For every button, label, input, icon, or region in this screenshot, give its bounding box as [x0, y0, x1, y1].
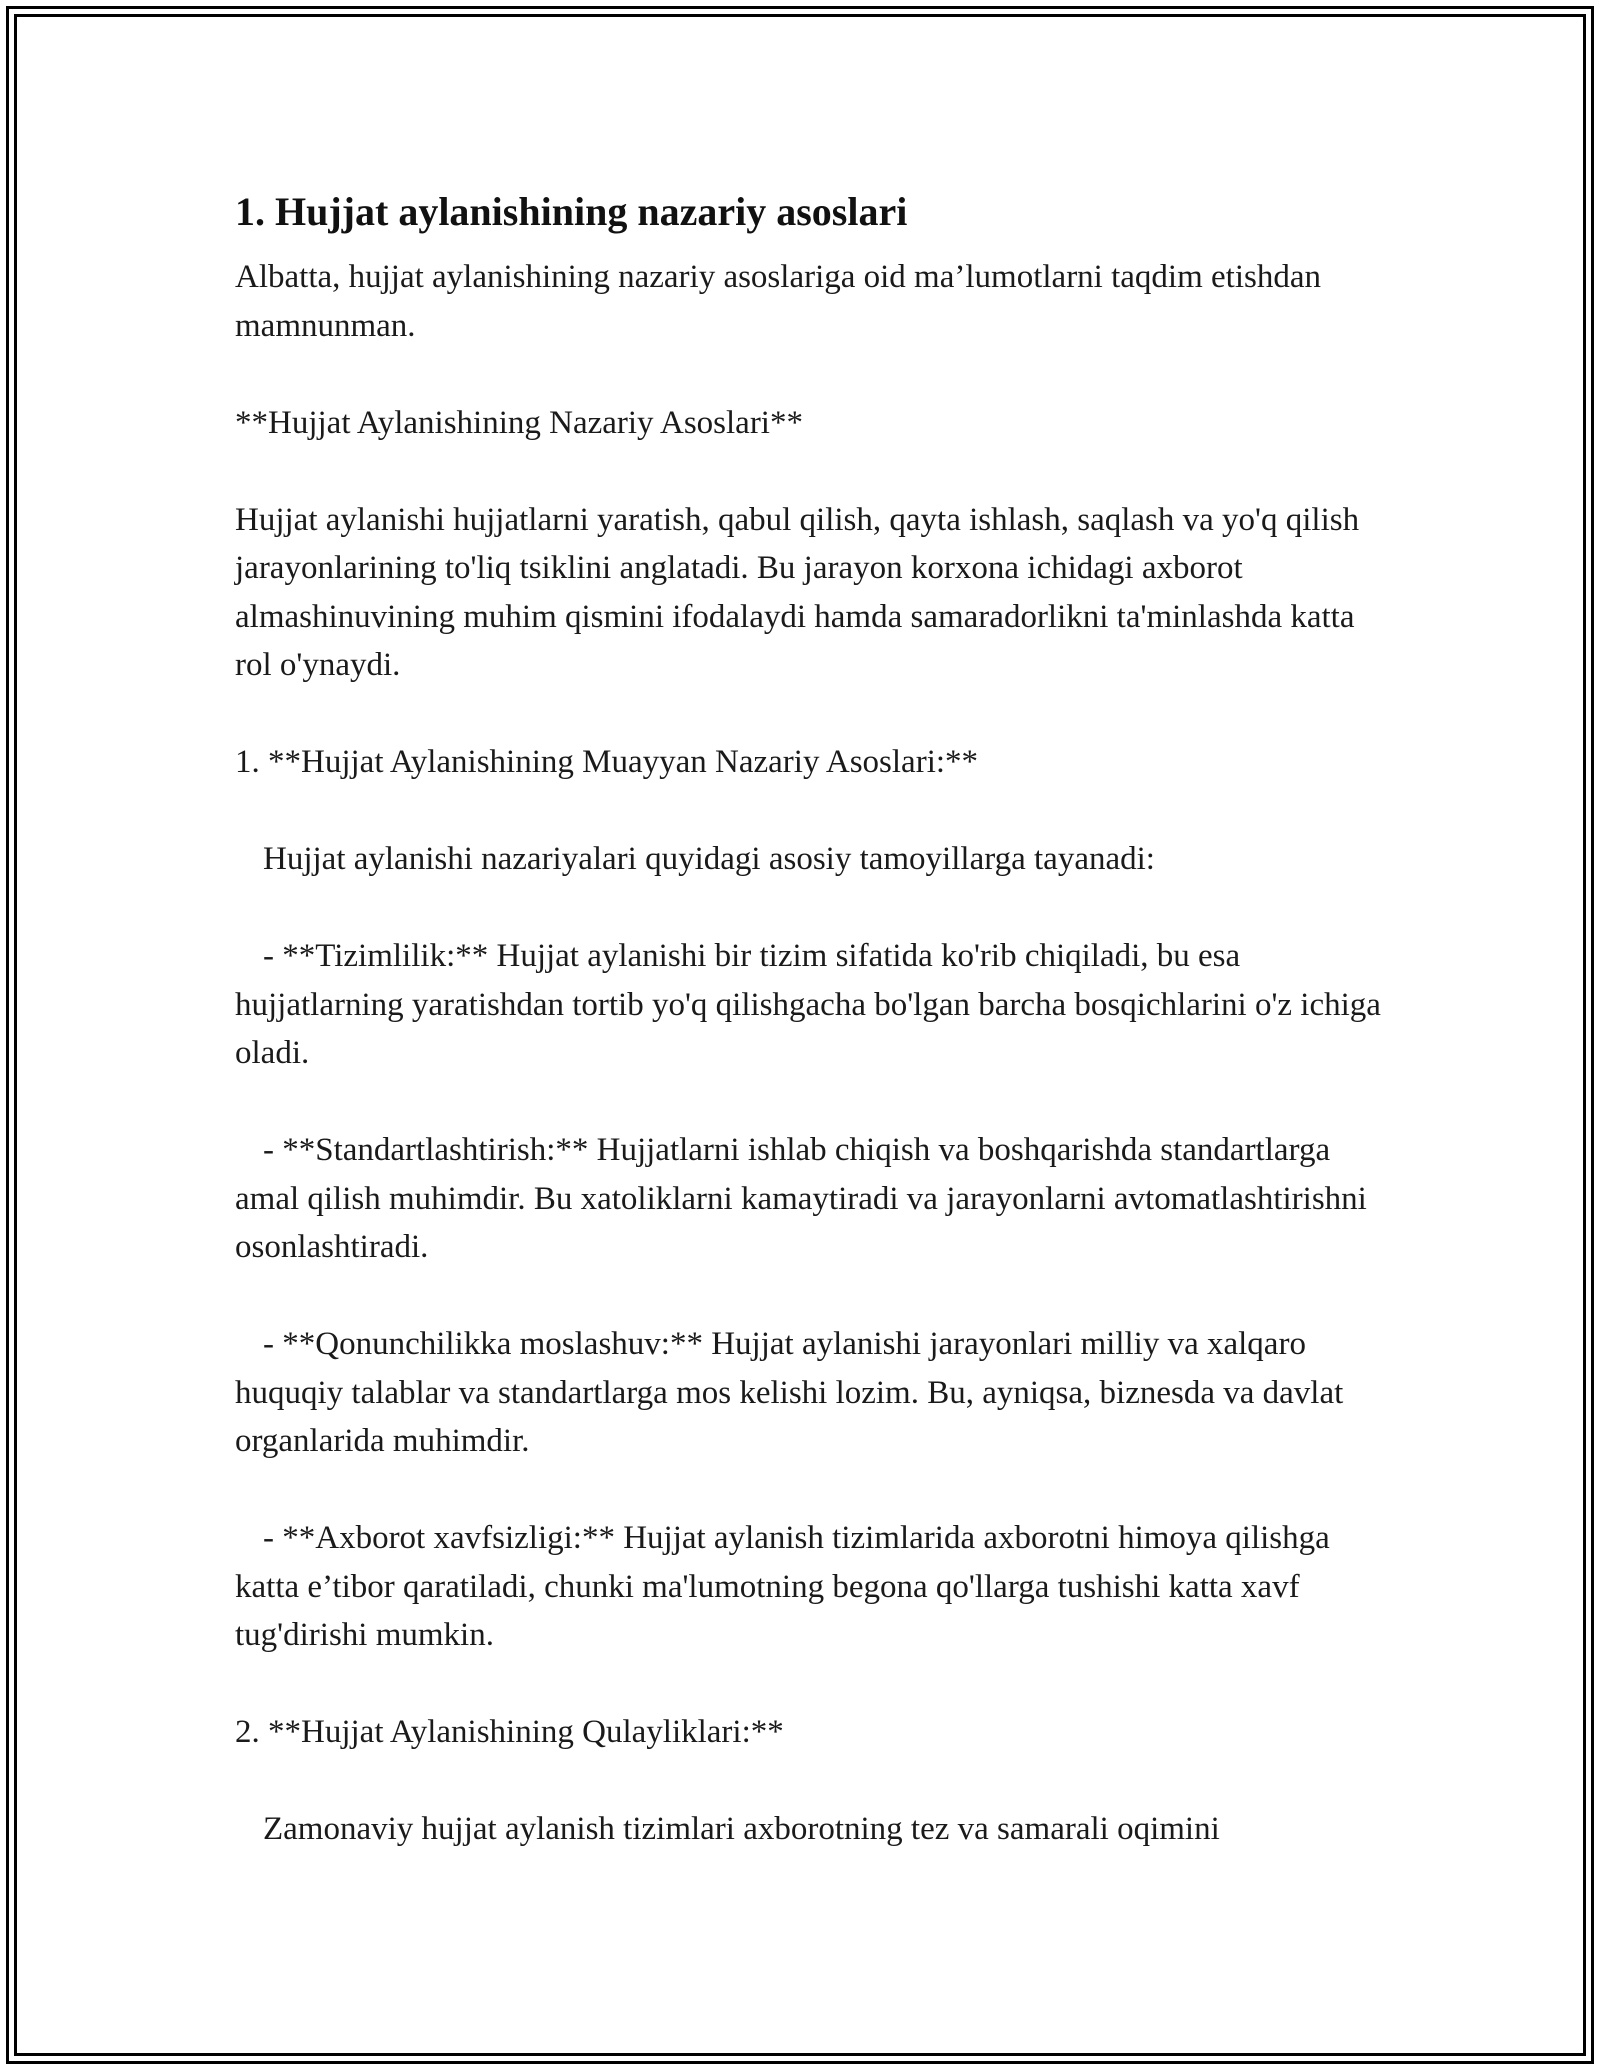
list-heading-1: 1. **Hujjat Aylanishining Muayyan Nazariy Asoslari:**: [235, 744, 979, 780]
definition-paragraph: Hujjat aylanishi hujjatlarni yaratish, qabul qilish, qayta ishlash, saqlash va yo'q qilish jarayonlarining to'liq tsiklini anglatadi. Bu jarayon korxona ichidagi axborot almashinuvining muhim qismini ifodalaydi hamda samaradorlikni ta'minlashda katta rol o'ynaydi.: [235, 501, 1360, 683]
document-page: [235, 185, 1385, 1902]
bullet-legislation: - **Qonunchilikka moslashuv:** Hujjat aylanishi jarayonlari milliy va xalqaro huquqiy talablar va standartlarga mos kelishi lozim. Bu, ayniqsa, biznesda va davlat organlarida muhimdir.: [235, 1326, 1344, 1459]
list-heading-2: 2. **Hujjat Aylanishining Qulayliklari:**: [235, 1714, 784, 1750]
section-heading: 1. Hujjat aylanishining nazariy asoslari: [235, 189, 908, 234]
principles-intro-paragraph: Hujjat aylanishi nazariyalari quyidagi asosiy tamoyillarga tayanadi:: [263, 841, 1155, 877]
subtitle-paragraph: **Hujjat Aylanishining Nazariy Asoslari**: [235, 404, 803, 441]
bullet-systematic: - **Tizimlilik:** Hujjat aylanishi bir tizim sifatida ko'rib chiqiladi, bu esa hujjatlarning yaratishdan tortib yo'q qilishgacha bo'lgan barcha bosqichlarini o'z ichiga oladi.: [235, 938, 1381, 1071]
bullet-information-security: - **Axborot xavfsizligi:** Hujjat aylanish tizimlarida axborotni himoya qilishga katta e’tibor qaratiladi, chunki ma'lumotning begona qo'llarga tushishi katta xavf tug'dirishi mumkin.: [235, 1520, 1330, 1653]
intro-paragraph: Albatta, hujjat aylanishining nazariy asoslariga oid ma’lumotlarni taqdim etishdan mamnunman.: [235, 259, 1321, 344]
bullet-standardization: - **Standartlashtirish:** Hujjatlarni ishlab chiqish va boshqarishda standartlarga amal qilish muhimdir. Bu xatoliklarni kamaytiradi va jarayonlarni avtomatlashtirishni osonlashtiradi.: [235, 1132, 1367, 1265]
modern-systems-paragraph: Zamonaviy hujjat aylanish tizimlari axborotning tez va samarali oqimini: [263, 1811, 1220, 1847]
